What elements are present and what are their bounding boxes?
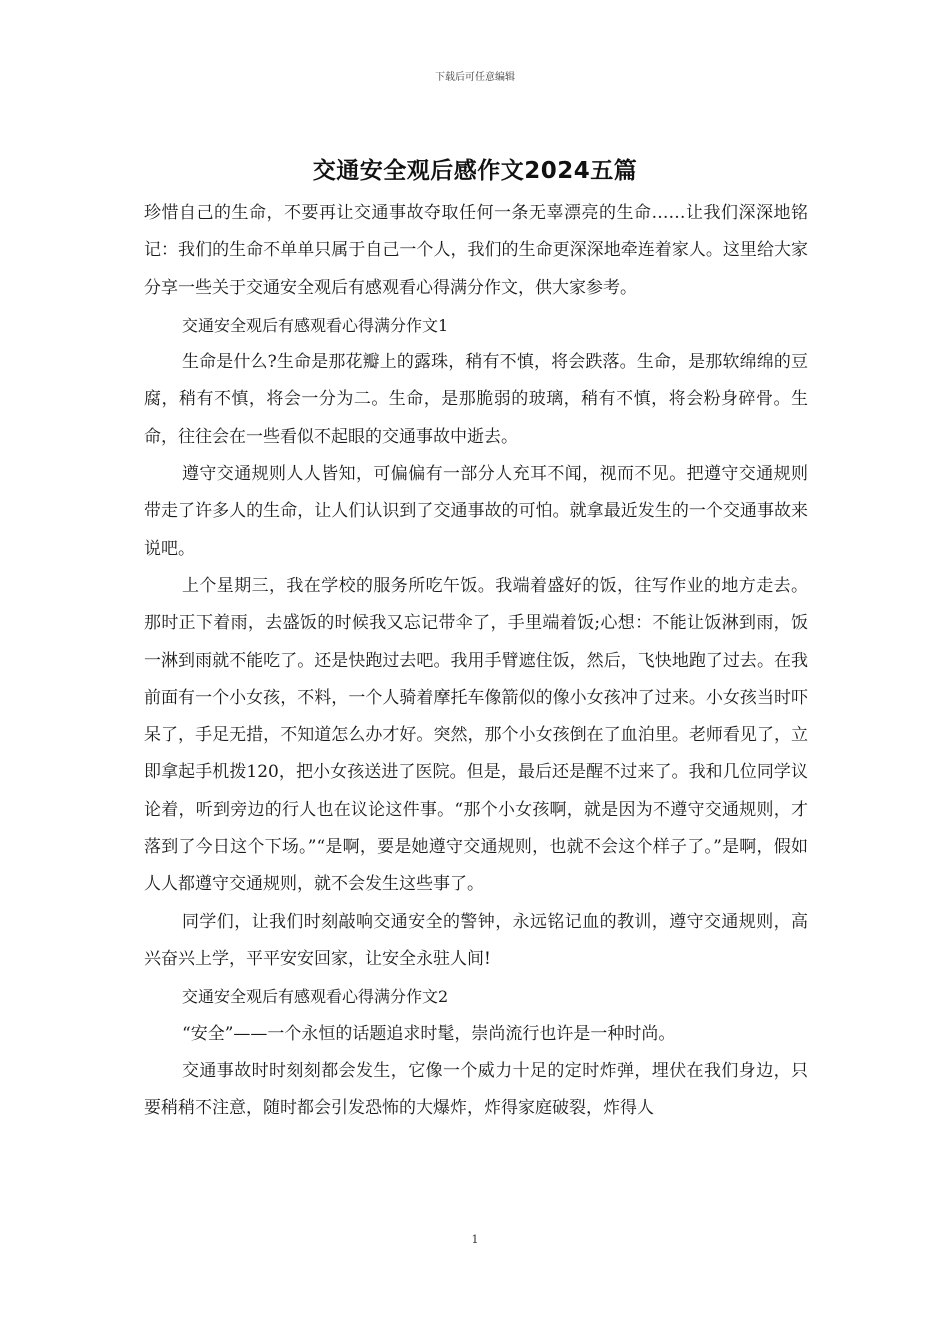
essay-1-paragraph-2: 遵守交通规则人人皆知，可偏偏有一部分人充耳不闻，视而不见。把遵守交通规则带走了许多人的生命，让人们认识到了交通事故的可怕。就拿最近发生的一个交通事故来说吧。 [144, 464, 808, 559]
essay-2-paragraph-1: “安全”——一个永恒的话题追求时髦，崇尚流行也许是一种时尚。 [182, 1023, 676, 1044]
page-number: 1 [471, 1233, 479, 1246]
essay-1-paragraph-3: 上个星期三，我在学校的服务所吃午饭。我端着盛好的饭，往写作业的地方走去。那时正下着雨，去盛饭的时候我又忘记带伞了，手里端着饭;心想：不能让饭淋到雨，饭一淋到雨就不能吃了。还是快跑过去吧。我用手臂遮住饭，然后，飞快地跑了过去。在我前面有一个小女孩，不料，一个人骑着摩托车像箭似的像小女孩冲了过来。小女孩当时吓呆了，手足无措，不知道怎么办才好。突然，那个小女孩倒在了血泊里。老师看见了，立即拿起手机拨120，把小女孩送进了医院。但是，最后还是醒不过来了。我和几位同学议论着，听到旁边的行人也在议论这件事。“那个小女孩啊，就是因为不遵守交通规则，才落到了今日这个下场。”“是啊，要是她遵守交通规则，也就不会这个样子了。”是啊，假如人人都遵守交通规则，就不会发生这些事了。 [144, 575, 808, 895]
essay-1-paragraph-4: 同学们，让我们时刻敲响交通安全的警钟，永远铭记血的教训，遵守交通规则，高兴奋兴上学，平平安安回家，让安全永驻人间! [144, 911, 808, 969]
essay-1-heading: 交通安全观后有感观看心得满分作文1 [182, 315, 449, 335]
essay-2-paragraph-2: 交通事故时时刻刻都会发生，它像一个威力十足的定时炸弹，埋伏在我们身边，只要稍稍不注意，随时都会引发恐怖的大爆炸，炸得家庭破裂，炸得人 [144, 1060, 808, 1119]
essay-2-heading: 交通安全观后有感观看心得满分作文2 [182, 987, 449, 1007]
page-header-note: 下载后可任意编辑 [435, 72, 515, 83]
document-title: 交通安全观后感作文2024五篇 [312, 158, 638, 184]
document-body [144, 195, 808, 1127]
intro-paragraph: 珍惜自己的生命，不要再让交通事故夺取任何一条无辜漂亮的生命……让我们深深地铭记：我们的生命不单单只属于自己一个人，我们的生命更深深地牵连着家人。这里给大家分享一些关于交通安全观后有感观看心得满分作文，供大家参考。 [144, 203, 808, 298]
essay-1-paragraph-1: 生命是什么?生命是那花瓣上的露珠，稍有不慎，将会跌落。生命，是那软绵绵的豆腐，稍有不慎，将会一分为二。生命，是那脆弱的玻璃，稍有不慎，将会粉身碎骨。生命，往往会在一些看似不起眼的交通事故中逝去。 [144, 352, 808, 447]
